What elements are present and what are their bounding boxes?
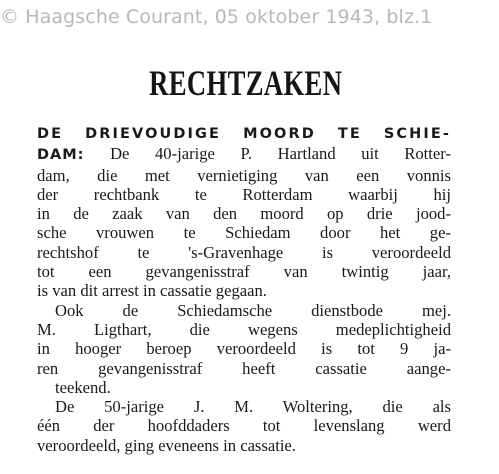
article-headline: DE DRIEVOUDIGE MOORD TE SCHIE- <box>37 126 451 142</box>
article-line: der rechtbank te Rotterdam waarbij hij <box>37 184 451 204</box>
article-line <box>37 144 451 165</box>
article-line: in hooger beroep veroordeeld is tot 9 ja- <box>37 339 451 359</box>
article-text: De 40-jarige P. Hartland uit Rotter- <box>84 144 451 164</box>
article-line: sche vrouwen te Schiedam door het ge- <box>37 223 451 243</box>
section-title: RECHTZAKEN <box>149 63 343 103</box>
article-headline: DAM: <box>37 147 85 164</box>
article-line: ren gevangenisstraf heeft cassatie aange- <box>37 358 451 378</box>
article-line: veroordeeld, ging eveneens in cassatie. <box>37 435 296 455</box>
article-line: tot een gevangenisstraf van twintig jaar, <box>37 262 451 282</box>
article-line: in de zaak van den moord op drie jood- <box>37 204 451 224</box>
article-line: Ook de Schiedamsche dienstbode mej. <box>55 300 451 320</box>
article-line: één der hoofddaders tot levenslang werd <box>37 416 451 436</box>
article-line <box>37 123 451 144</box>
article-line: rechtshof te 's-Gravenhage is veroordeeld <box>37 242 451 262</box>
source-caption: © Haagsche Courant, 05 oktober 1943, blz.1 <box>0 6 433 28</box>
article-line: M. Ligthart, die wegens medeplichtigheid <box>37 319 451 339</box>
article-line: dam, die met vernietiging van een vonnis <box>37 165 451 185</box>
news-article <box>37 123 451 455</box>
article-line: De 50-jarige J. M. Woltering, die als <box>55 397 451 417</box>
article-line: teekend. <box>55 377 111 397</box>
article-line: is van dit arrest in cassatie gegaan. <box>37 281 267 301</box>
